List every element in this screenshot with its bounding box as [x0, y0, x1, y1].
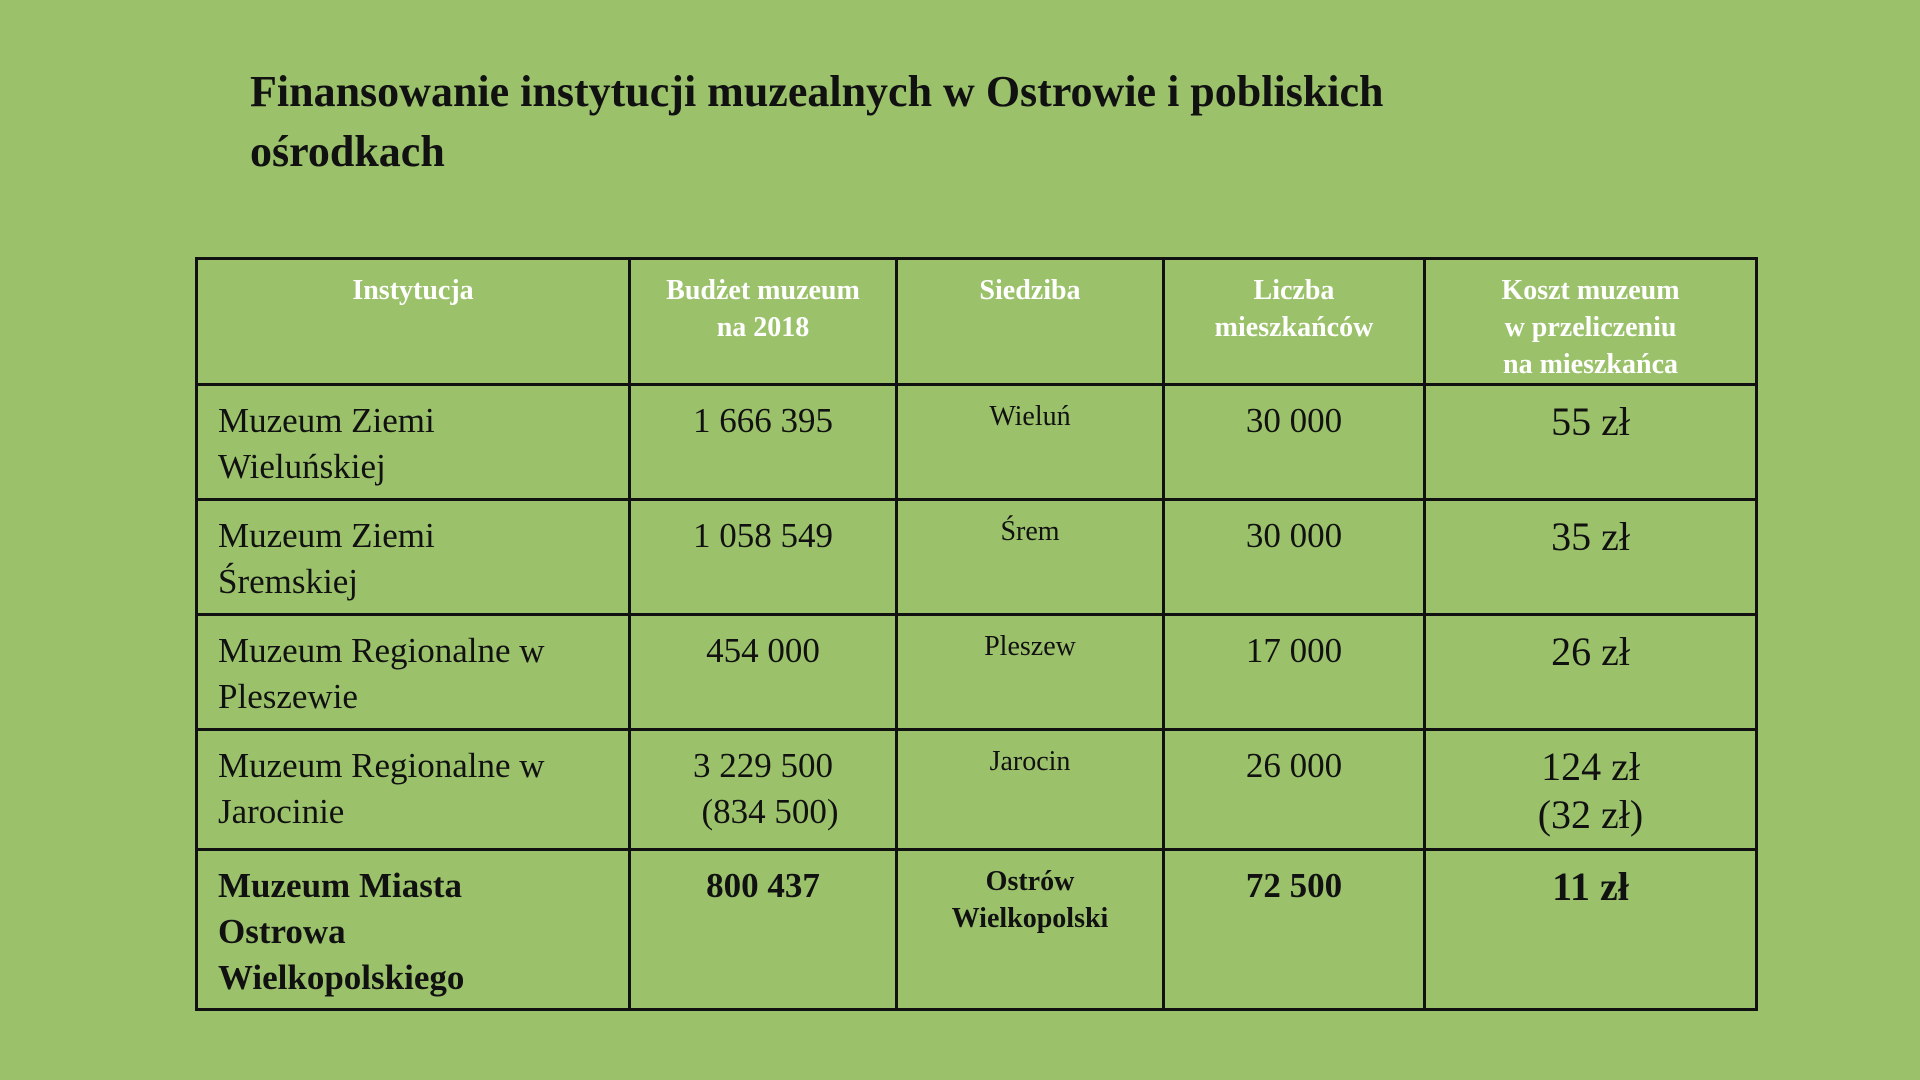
budget-cell: 1 666 395	[630, 385, 897, 500]
cost-cell: 124 zł (32 zł)	[1425, 730, 1757, 850]
population-cell: 30 000	[1164, 500, 1425, 615]
header-institution: Instytucja	[197, 259, 630, 385]
budget-cell: 1 058 549	[630, 500, 897, 615]
cost-cell: 35 zł	[1425, 500, 1757, 615]
header-seat: Siedziba	[897, 259, 1164, 385]
title-line-1: Finansowanie instytucji muzealnych w Ostrowie i pobliskich	[250, 67, 1384, 116]
cost-cell: 26 zł	[1425, 615, 1757, 730]
seat-cell: Ostrów Wielkopolski	[897, 850, 1164, 1010]
cost-cell: 11 zł	[1425, 850, 1757, 1010]
population-cell: 17 000	[1164, 615, 1425, 730]
population-cell: 26 000	[1164, 730, 1425, 850]
population-cell: 30 000	[1164, 385, 1425, 500]
cost-cell: 55 zł	[1425, 385, 1757, 500]
table-row	[197, 385, 1757, 500]
institution-cell: Muzeum Regionalne w Jarocinie	[197, 730, 630, 850]
institution-cell: Muzeum Miasta Ostrowa Wielkopolskiego	[197, 850, 630, 1010]
header-population: Liczba mieszkańców	[1164, 259, 1425, 385]
population-cell: 72 500	[1164, 850, 1425, 1010]
seat-cell: Wieluń	[897, 385, 1164, 500]
seat-cell: Pleszew	[897, 615, 1164, 730]
page-title	[250, 62, 1570, 182]
budget-cell: 800 437	[630, 850, 897, 1010]
table-row	[197, 730, 1757, 850]
table-row	[197, 615, 1757, 730]
seat-cell: Śrem	[897, 500, 1164, 615]
seat-cell: Jarocin	[897, 730, 1164, 850]
institution-cell: Muzeum Ziemi Śremskiej	[197, 500, 630, 615]
budget-cell: 454 000	[630, 615, 897, 730]
header-budget: Budżet muzeum na 2018	[630, 259, 897, 385]
institution-cell: Muzeum Ziemi Wieluńskiej	[197, 385, 630, 500]
museum-funding-table	[195, 257, 1758, 1011]
header-cost: Koszt muzeum w przeliczeniu na mieszkańca	[1425, 259, 1757, 385]
institution-cell: Muzeum Regionalne w Pleszewie	[197, 615, 630, 730]
table-header-row	[197, 259, 1757, 385]
budget-cell: 3 229 500 (834 500)	[630, 730, 897, 850]
title-line-2: ośrodkach	[250, 127, 445, 176]
table-row	[197, 500, 1757, 615]
table-row	[197, 850, 1757, 1010]
